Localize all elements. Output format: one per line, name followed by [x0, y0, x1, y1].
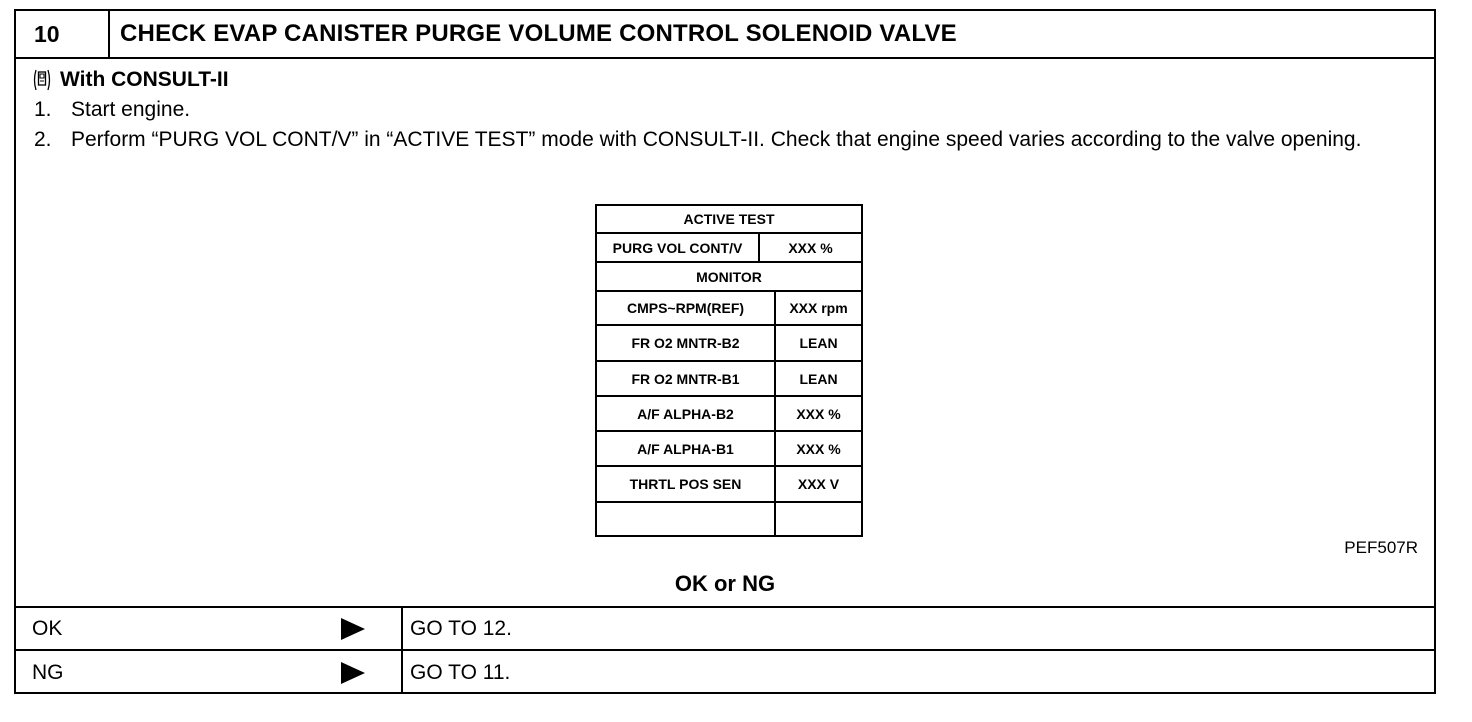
- monitor-row-empty-name: [597, 503, 776, 535]
- monitor-row-value: XXX %: [796, 405, 841, 422]
- monitor-row: [597, 292, 861, 326]
- monitor-row-name: FR O2 MNTR-B2: [597, 326, 776, 360]
- result-row-ng: [16, 651, 1434, 694]
- procedure-header: [16, 11, 1434, 59]
- step-1-number: 1.: [34, 98, 52, 121]
- monitor-header: [597, 263, 861, 292]
- monitor-row-value: LEAN: [799, 335, 838, 351]
- monitor-row-value: XXX V: [797, 476, 840, 492]
- monitor-row-name: A/F ALPHA-B2: [597, 397, 776, 430]
- monitor-row: [597, 432, 861, 467]
- result-prompt: OK or NG: [674, 571, 776, 596]
- active-test-item-value: XXX %: [788, 239, 833, 256]
- procedure-body: [16, 59, 1434, 606]
- step-title: CHECK EVAP CANISTER PURGE VOLUME CONTROL SOLENOID VALVE: [120, 20, 957, 47]
- monitor-row: [597, 397, 861, 432]
- right-arrow-icon: [341, 618, 365, 640]
- monitor-row-name: FR O2 MNTR-B1: [597, 362, 776, 395]
- active-test-item-name: PURG VOL CONT/V: [597, 234, 760, 261]
- monitor-row-value: XXX %: [796, 440, 841, 457]
- monitor-header-text: MONITOR: [696, 268, 762, 285]
- monitor-row: [597, 467, 861, 503]
- result-label: OK: [32, 616, 63, 640]
- active-test-item-row: [597, 234, 861, 263]
- monitor-row-value: LEAN: [799, 370, 838, 387]
- column-divider: [401, 608, 403, 649]
- result-label: NG: [32, 660, 64, 684]
- result-action: GO TO 11.: [410, 660, 511, 684]
- monitor-row-name: CMPS~RPM(REF): [597, 292, 776, 324]
- consult-tool-icon: [32, 67, 52, 93]
- column-divider: [401, 651, 403, 694]
- step-1-text: Start engine.: [71, 98, 191, 121]
- results-table: [16, 606, 1434, 694]
- result-row-ok: [16, 608, 1434, 651]
- monitor-row-name: THRTL POS SEN: [597, 467, 776, 501]
- monitor-row-value: XXX rpm: [789, 300, 848, 316]
- consult-screen-table: [595, 204, 863, 537]
- method-line: [32, 65, 229, 95]
- monitor-row: [597, 326, 861, 362]
- active-test-header-text: ACTIVE TEST: [683, 211, 775, 227]
- result-action: GO TO 12.: [410, 616, 512, 640]
- active-test-header: [597, 206, 861, 234]
- step-2-text: Perform “PURG VOL CONT/V” in “ACTIVE TEST” mode with CONSULT-II. Check that engine speed varies according to the valve opening.: [71, 128, 1362, 151]
- method-label: With CONSULT-II: [60, 68, 229, 91]
- monitor-row: [597, 362, 861, 397]
- figure-code: PEF507R: [1344, 538, 1418, 557]
- monitor-row-empty: [597, 503, 861, 535]
- step-2: [34, 125, 1424, 187]
- right-arrow-icon: [341, 662, 365, 684]
- diagnostic-procedure-table: [14, 9, 1436, 694]
- step-2-number: 2.: [34, 128, 52, 151]
- monitor-row-name: A/F ALPHA-B1: [597, 432, 776, 465]
- monitor-row-empty-value: [776, 503, 861, 535]
- step-number: 10: [16, 11, 110, 57]
